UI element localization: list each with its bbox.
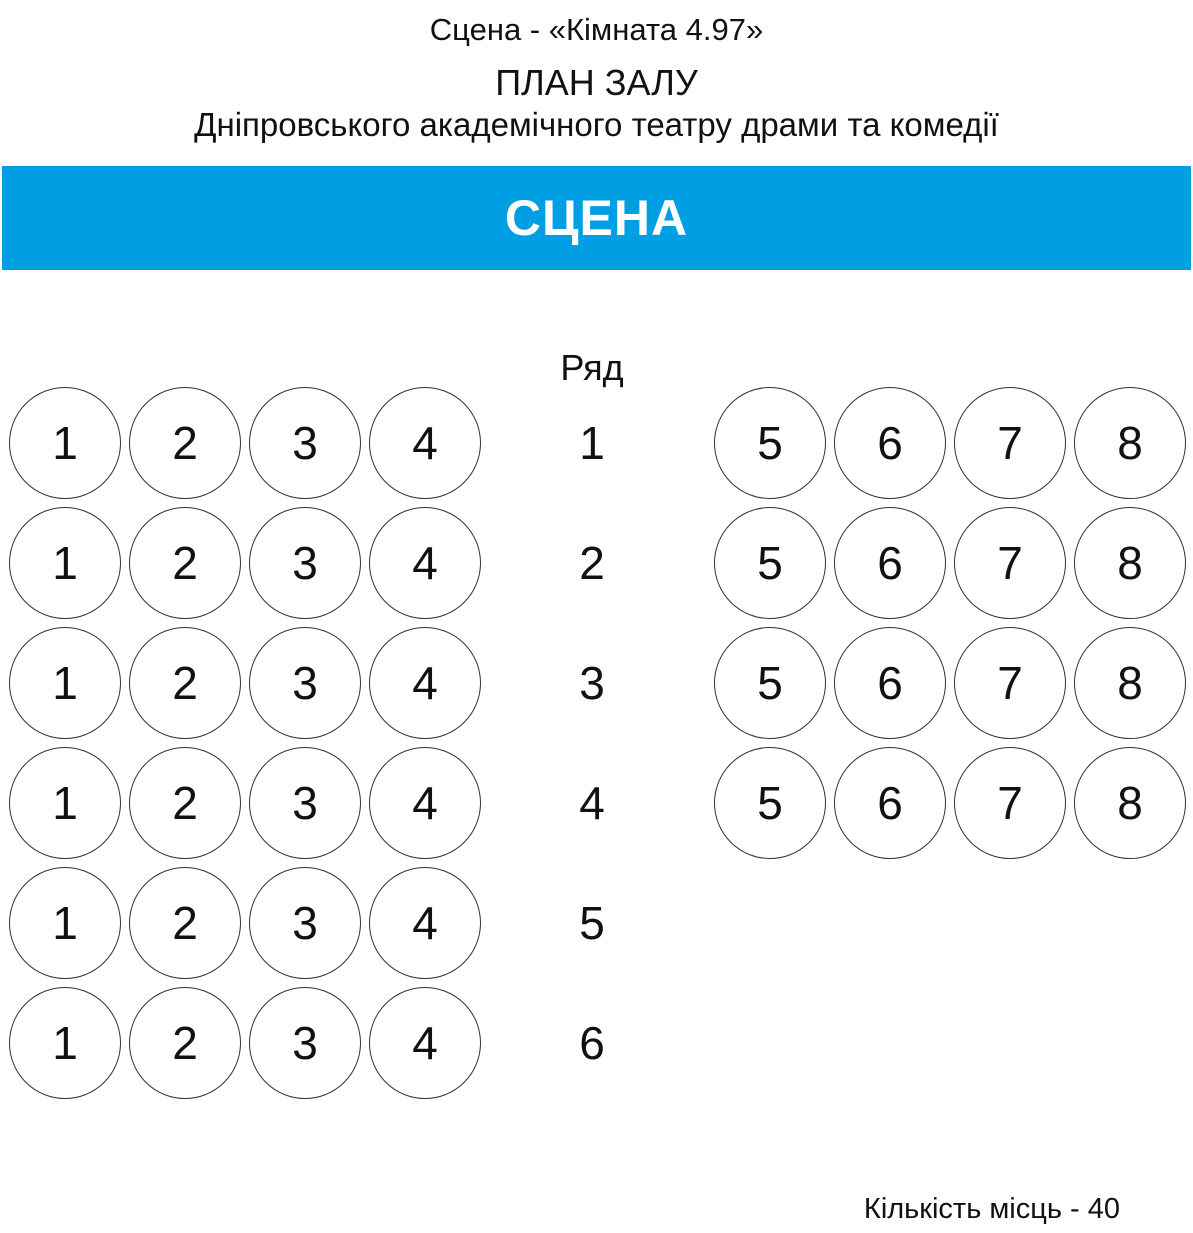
row-number: 6 <box>579 1017 605 1069</box>
plan-title: ПЛАН ЗАЛУ <box>495 62 698 103</box>
seat[interactable]: 8 <box>1074 627 1186 739</box>
seat[interactable]: 2 <box>129 867 241 979</box>
seat[interactable]: 8 <box>1074 747 1186 859</box>
seat[interactable]: 6 <box>834 387 946 499</box>
venue-title: Сцена - «Кімната 4.97» <box>429 12 764 47</box>
seat[interactable]: 4 <box>369 867 481 979</box>
stage-label: СЦЕНА <box>504 190 689 246</box>
seat[interactable]: 3 <box>249 507 361 619</box>
seat[interactable]: 7 <box>954 747 1066 859</box>
seat[interactable]: 7 <box>954 387 1066 499</box>
seat-count: Кількість місць - 40 <box>863 1193 1120 1225</box>
seat[interactable]: 4 <box>369 627 481 739</box>
stage-banner <box>2 166 1191 270</box>
seat[interactable]: 1 <box>9 387 121 499</box>
theatre-name: Дніпровського академічного театру драми та комедії <box>194 106 999 143</box>
seat[interactable]: 3 <box>249 387 361 499</box>
seat[interactable]: 5 <box>714 747 826 859</box>
seat[interactable]: 2 <box>129 747 241 859</box>
seat[interactable]: 4 <box>369 747 481 859</box>
seat[interactable]: 8 <box>1074 507 1186 619</box>
seat[interactable]: 3 <box>249 867 361 979</box>
seat[interactable]: 3 <box>249 627 361 739</box>
seat[interactable]: 8 <box>1074 387 1186 499</box>
seat[interactable]: 1 <box>9 747 121 859</box>
seat[interactable]: 5 <box>714 387 826 499</box>
seat[interactable]: 1 <box>9 867 121 979</box>
seat[interactable]: 1 <box>9 627 121 739</box>
row-number: 4 <box>579 777 605 829</box>
seat[interactable]: 4 <box>369 987 481 1099</box>
seat[interactable]: 6 <box>834 507 946 619</box>
seat[interactable]: 2 <box>129 387 241 499</box>
seat[interactable]: 3 <box>249 747 361 859</box>
seat[interactable]: 6 <box>834 747 946 859</box>
seat[interactable]: 5 <box>714 627 826 739</box>
row-number: 1 <box>579 417 605 469</box>
seat[interactable]: 1 <box>9 507 121 619</box>
seat[interactable]: 5 <box>714 507 826 619</box>
seat[interactable]: 7 <box>954 627 1066 739</box>
row-header: Ряд <box>560 347 624 388</box>
seat[interactable]: 3 <box>249 987 361 1099</box>
seat[interactable]: 6 <box>834 627 946 739</box>
seat[interactable]: 2 <box>129 507 241 619</box>
row-number: 5 <box>579 897 605 949</box>
seat[interactable]: 4 <box>369 507 481 619</box>
seat[interactable]: 2 <box>129 987 241 1099</box>
row-number: 3 <box>579 657 605 709</box>
seat[interactable]: 4 <box>369 387 481 499</box>
seat[interactable]: 2 <box>129 627 241 739</box>
row-number: 2 <box>579 537 605 589</box>
seat[interactable]: 1 <box>9 987 121 1099</box>
seat[interactable]: 7 <box>954 507 1066 619</box>
